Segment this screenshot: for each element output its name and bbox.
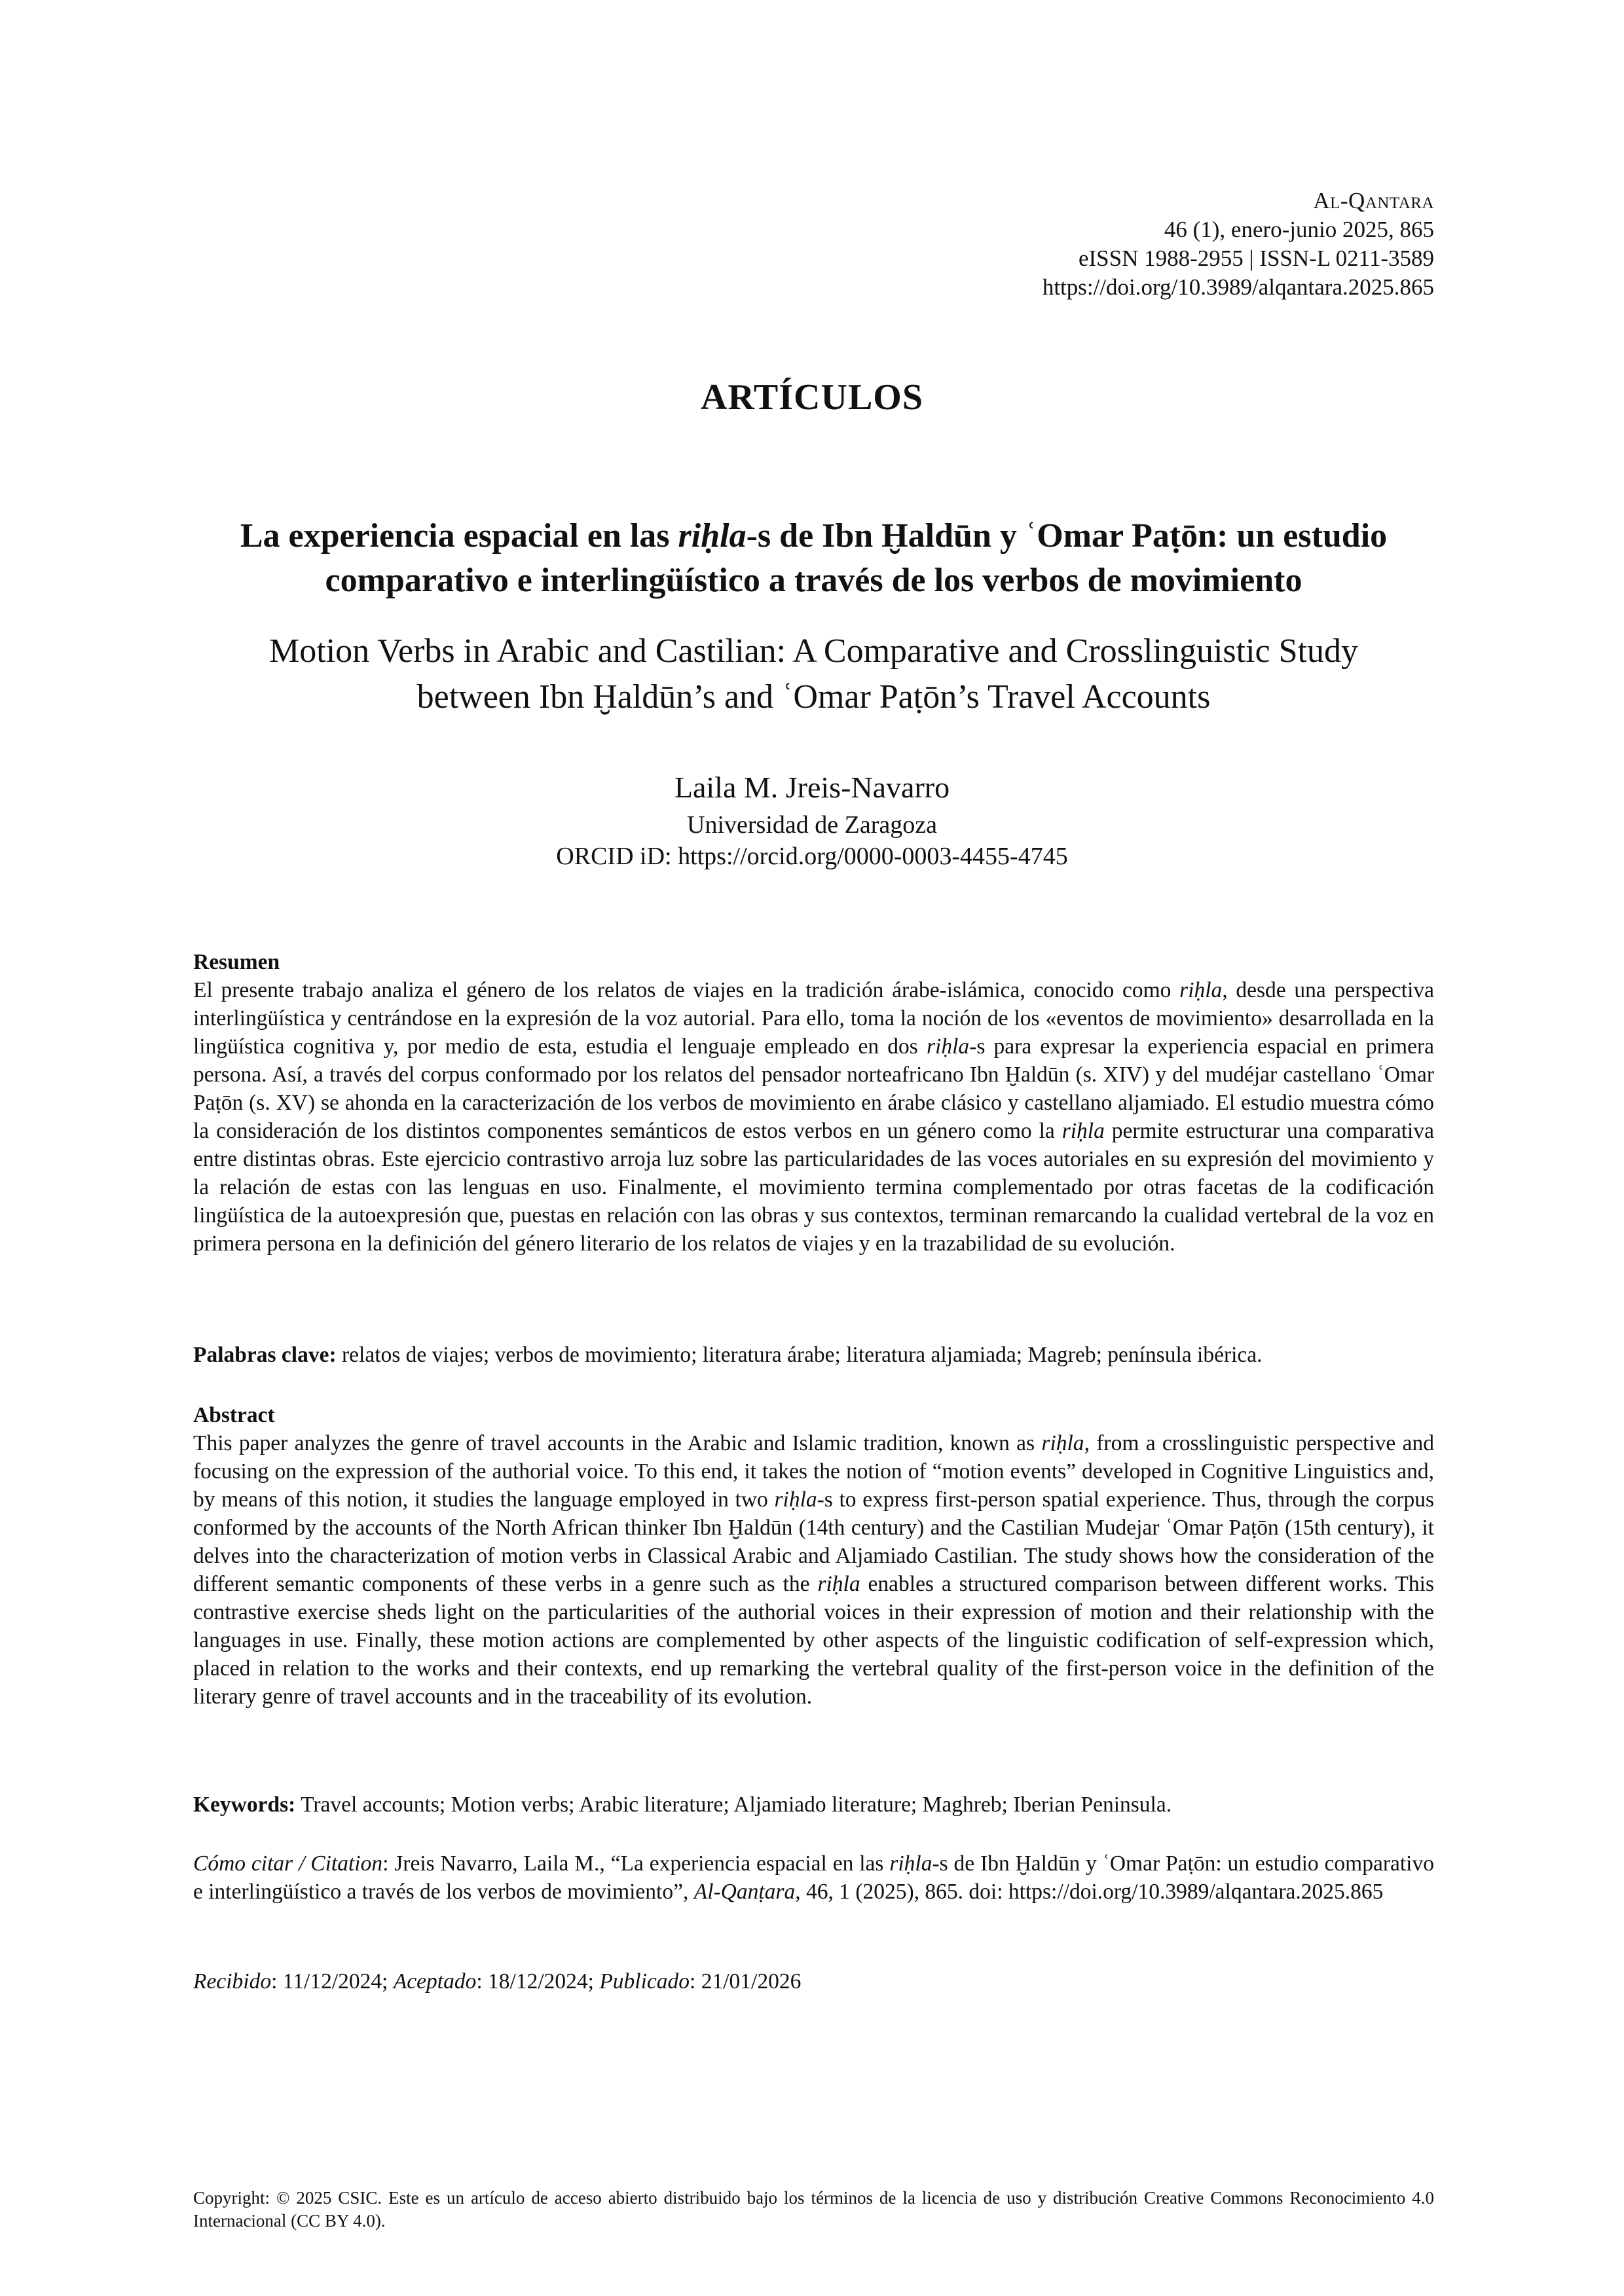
author-affiliation: Universidad de Zaragoza (687, 811, 937, 839)
received-label: Recibido (193, 1969, 272, 1994)
published-label: Publicado (599, 1969, 690, 1994)
resumen-heading: Resumen (193, 950, 280, 974)
author-name: Laila M. Jreis-Navarro (674, 771, 950, 804)
title-en-line2: between Ibn Ḫaldūn’s and ʿOmar Paṭōn’s Travel Accounts (416, 678, 1211, 716)
citation-text: : Jreis Navarro, Laila M., “La experiencia espacial en las (382, 1851, 890, 1876)
abstract-text-span: , from a crosslinguistic perspective and focusing on the expression of the authorial voice. To this end, it takes the notion of “motion events” developed in Cognitive Linguistics and, by means of this notion, it studies the language employed in two (193, 1431, 1434, 1512)
author-block (0, 766, 1624, 872)
received-date: : 11/12/2024; (271, 1969, 394, 1994)
copyright-footer: Copyright: © 2025 CSIC. Este es un artículo de acceso abierto distribuido bajo los términos de la licencia de uso y distribución Creative Commons Reconocimiento 4.0 Internacional (CC BY 4.0). (193, 2188, 1434, 2231)
journal-header (1043, 187, 1434, 302)
abstract-heading: Abstract (193, 1403, 275, 1427)
abstract-italic-term: riḥla (817, 1572, 860, 1596)
abstract-italic-term: riḥla (1041, 1431, 1084, 1455)
resumen-italic-term: riḥla (1061, 1119, 1105, 1143)
abstract-section (193, 1401, 1434, 1711)
citation-italic-term: riḥla (889, 1851, 932, 1876)
journal-issn: eISSN 1988-2955 | ISSN-L 0211-3589 (1078, 246, 1434, 271)
citation-journal: Al-Qanṭara (693, 1880, 796, 1904)
publication-dates (193, 1967, 1434, 1995)
palabras-clave-label: Palabras clave: (193, 1343, 337, 1367)
abstract-italic-term: riḥla (774, 1487, 817, 1512)
author-orcid-link[interactable]: ORCID iD: https://orcid.org/0000-0003-4455-4745 (556, 843, 1068, 870)
palabras-clave (193, 1341, 1434, 1369)
journal-issue: 46 (1), enero-junio 2025, 865 (1164, 217, 1434, 242)
published-date: : 21/01/2026 (690, 1969, 802, 1994)
resumen-text-span: El presente trabajo analiza el género de los relatos de viajes en la tradición árabe-islámica, conocido como (193, 978, 1180, 1002)
accepted-date: : 18/12/2024; (476, 1969, 600, 1994)
keywords-label: Keywords: (193, 1793, 296, 1817)
resumen-italic-term: riḥla (1179, 978, 1223, 1002)
abstract-text-span: -s to express first-person spatial experience. Thus, through the corpus conformed by the accounts of the North African thinker Ibn Ḫaldūn (14th century) and the Castilian Mudejar ʿOmar Paṭōn (15th century), it delves into the characterization of motion verbs in Classical Arabic and Aljamiado Castilian. The study shows how the consideration of the different semantic components of these verbs in a genre such as the (193, 1487, 1434, 1596)
abstract-text (193, 1429, 1434, 1711)
resumen-section (193, 948, 1434, 1258)
title-spanish (193, 514, 1434, 603)
citation-label: Cómo citar / Citation (193, 1851, 383, 1876)
palabras-clave-text: relatos de viajes; verbos de movimiento; literatura árabe; literatura aljamiada; Magreb; península ibérica. (336, 1343, 1263, 1367)
keywords (193, 1791, 1434, 1819)
abstract-text-span: This paper analyzes the genre of travel accounts in the Arabic and Islamic tradition, known as (193, 1431, 1042, 1455)
title-en-line1: Motion Verbs in Arabic and Castilian: A Comparative and Crosslinguistic Study (269, 632, 1358, 670)
citation-text: -s de Ibn Ḫaldūn y ʿOmar Paṭōn: un estudio comparativo e interlingüístico a través de los verbos de movimiento”, (193, 1851, 1434, 1904)
section-label: ARTÍCULOS (701, 377, 923, 418)
citation-doi[interactable]: , 46, 1 (2025), 865. doi: https://doi.org/10.3989/alqantara.2025.865 (795, 1880, 1384, 1904)
citation (193, 1850, 1434, 1906)
title-es-italic: riḥla (678, 517, 747, 555)
journal-name: Al-Qantara (1313, 188, 1434, 213)
resumen-text (193, 976, 1434, 1258)
resumen-italic-term: riḥla (927, 1034, 970, 1059)
journal-doi-link[interactable]: https://doi.org/10.3989/alqantara.2025.865 (1042, 274, 1434, 300)
abstract-text-span: enables a structured comparison between different works. This contrastive exercise sheds light on the particularities of the authorial voices in their expression of motion and their relationship with the languages in use. Finally, these motion actions are complemented by other aspects of the linguistic codification of self-expression which, placed in relation to the works and their contexts, end up remarking the vertebral quality of the first-person voice in the definition of the literary genre of travel accounts and in the traceability of its evolution. (193, 1572, 1434, 1709)
title-english (193, 629, 1434, 720)
title-es-part1: La experiencia espacial en las (240, 517, 678, 555)
accepted-label: Aceptado (393, 1969, 477, 1994)
resumen-text-span: permite estructurar una comparativa entre distintas obras. Este ejercicio contrastivo arroja luz sobre las particularidades de las voces autoriales en su expresión del movimiento y la relación de estas con las lenguas en uso. Finalmente, el movimiento termina complementado por otras facetas de la codificación lingüística de la autoexpresión que, puestas en relación con las obras y sus contextos, terminan remarcando la cualidad vertebral de la voz en primera persona en la definición del género literario de los relatos de viajes y en la trazabilidad de su evolución. (193, 1119, 1434, 1256)
keywords-text: Travel accounts; Motion verbs; Arabic literature; Aljamiado literature; Maghreb; Iberian Peninsula. (295, 1793, 1172, 1817)
resumen-text-span: , desde una perspectiva interlingüística y centrándose en la expresión de la voz autorial. Para ello, toma la noción de los «eventos de movimiento» desarrollada en la lingüística cognitiva y, por medio de esta, estudia el lenguaje empleado en dos (193, 978, 1434, 1059)
resumen-text-span: -s para expresar la experiencia espacial en primera persona. Así, a través del corpus conformado por los relatos del pensador norteafricano Ibn Ḫaldūn (s. XIV) y del mudéjar castellano ʿOmar Paṭōn (s. XV) se ahonda en la caracterización de los verbos de movimiento en árabe clásico y castellano aljamiado. El estudio muestra cómo la consideración de los distintos componentes semánticos de estos verbos en un género como la (193, 1034, 1434, 1143)
title-es-part2: -s de Ibn Ḫaldūn y ʿOmar Paṭōn: un estudio comparativo e interlingüístico a través de los verbos de movimiento (325, 517, 1388, 599)
